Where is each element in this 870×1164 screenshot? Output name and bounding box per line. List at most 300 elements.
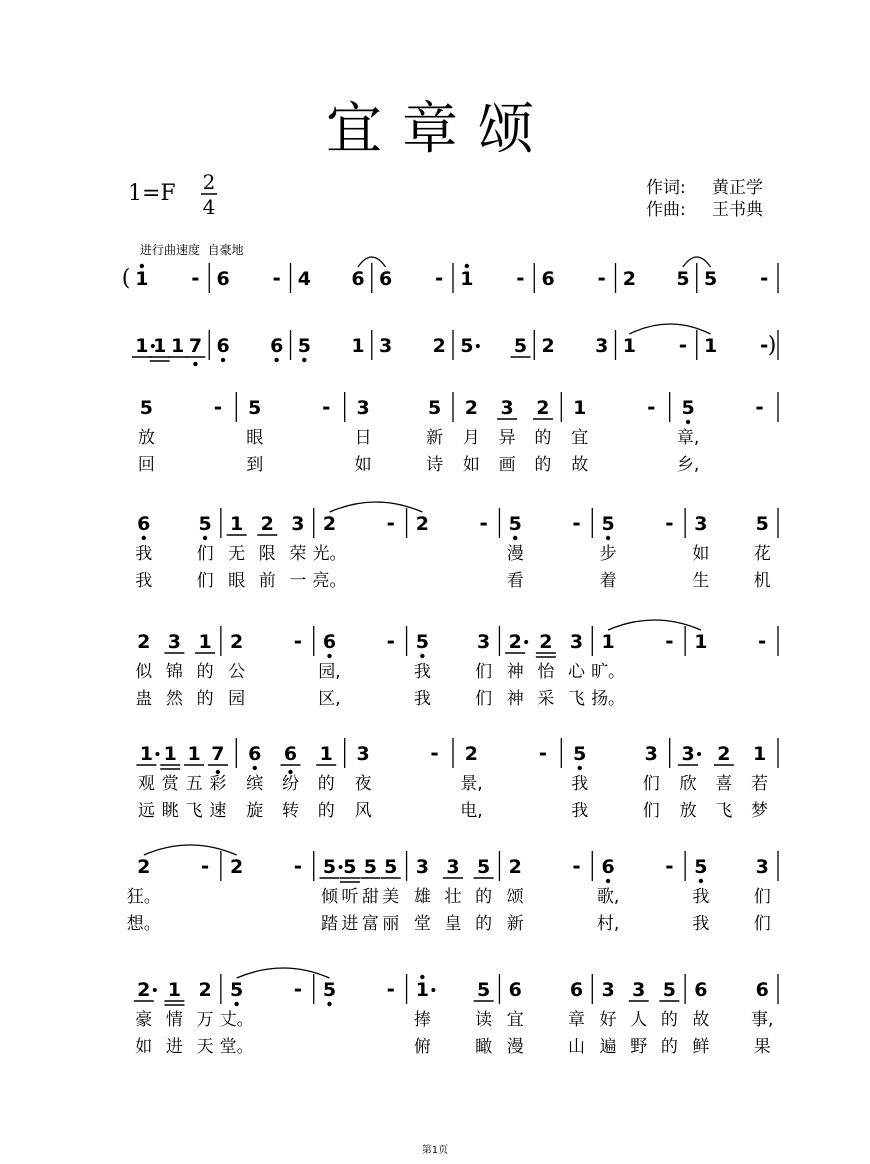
- lyric-verse1: 纷: [282, 774, 299, 794]
- octave-dot-low: [327, 654, 331, 658]
- lyric-verse1: 缤: [246, 774, 264, 794]
- lyric-verse2: 遍: [599, 1037, 617, 1057]
- lyric-verse2: 漫: [506, 1037, 524, 1057]
- lyric-verse2: 的: [660, 1037, 678, 1057]
- lyric-verse2: 速: [209, 801, 227, 821]
- lyric-verse1: 豪: [135, 1010, 153, 1030]
- lyric-verse1: 的: [317, 774, 335, 794]
- dash-note: -: [386, 629, 395, 653]
- opening-parenthesis: (: [121, 266, 131, 291]
- lyric-verse1: 颂: [506, 887, 524, 907]
- lyric-verse1: 锦: [165, 662, 183, 682]
- composer-name: 王书典: [712, 200, 763, 220]
- lyric-verse2: 堂: [413, 914, 431, 934]
- lyric-verse2: 飞: [568, 689, 585, 709]
- lyric-verse1: 喜: [715, 774, 733, 794]
- lyric-verse2: 飞: [185, 801, 203, 821]
- lyric-verse1: 似: [135, 662, 153, 682]
- dash-note: -: [322, 395, 331, 419]
- lyric-verse2: 天: [196, 1037, 214, 1057]
- lyric-verse1: 我: [135, 544, 153, 564]
- lyric-verse1: 的: [196, 662, 214, 682]
- jianpu-note: 2: [415, 513, 429, 535]
- lyric-verse1: 们: [196, 544, 214, 564]
- augmentation-dot: [155, 752, 159, 756]
- tie-arc: [608, 620, 701, 630]
- lyric-verse1: 欣: [679, 774, 697, 794]
- lyric-verse1: 放: [137, 428, 155, 448]
- jianpu-note: 3: [681, 743, 695, 765]
- lyric-verse2: 我: [413, 689, 431, 709]
- lyric-verse2: 如: [135, 1037, 153, 1057]
- lyric-verse1: 故: [692, 1010, 710, 1030]
- octave-dot-low: [420, 654, 424, 658]
- lyric-verse2: 风: [354, 801, 372, 821]
- lyric-verse2: 丽: [382, 914, 400, 934]
- jianpu-note: 2: [464, 743, 479, 765]
- dash-note: -: [665, 511, 674, 535]
- jianpu-note: 3: [500, 397, 514, 419]
- lyric-verse1: 读: [475, 1010, 493, 1030]
- lyric-verse2: 的: [475, 914, 493, 934]
- lyric-verse1: 壮: [444, 887, 462, 907]
- octave-dot-low: [302, 358, 306, 362]
- jianpu-note: 2: [464, 397, 479, 419]
- dash-note: -: [191, 266, 200, 290]
- jianpu-note: 3: [356, 397, 370, 419]
- jianpu-note: 6: [216, 268, 230, 290]
- jianpu-note: 5: [681, 397, 695, 419]
- lyric-verse2: 的: [196, 689, 214, 709]
- jianpu-note: 2: [508, 856, 522, 878]
- tempo-marking: 进行曲速度 自豪地: [140, 243, 244, 257]
- jianpu-note: 4: [297, 268, 311, 290]
- lyric-verse2: 富: [361, 914, 379, 934]
- jianpu-note: 6: [351, 268, 365, 290]
- lyric-verse1: 怡: [537, 662, 555, 682]
- lyric-verse1: 宜: [506, 1010, 524, 1030]
- octave-dot-high: [420, 975, 424, 979]
- jianpu-note: 2: [137, 856, 151, 878]
- lyric-verse2: 蛊: [135, 689, 153, 709]
- lyric-verse1: 若: [751, 774, 769, 794]
- jianpu-note: 5: [198, 513, 212, 535]
- dash-note: -: [293, 629, 303, 653]
- lyric-verse2: 故: [571, 455, 589, 475]
- jianpu-note: 5: [513, 335, 528, 357]
- closing-parenthesis: ): [767, 333, 777, 358]
- jianpu-note: 5: [477, 979, 491, 1001]
- octave-dot-low: [274, 358, 278, 362]
- jianpu-note: 5: [363, 856, 377, 878]
- jianpu-note: 6: [270, 335, 284, 357]
- lyric-verse2: 的: [317, 801, 335, 821]
- jianpu-note: 5: [694, 856, 708, 878]
- lyric-verse1: 步: [599, 544, 617, 564]
- lyric-verse1: 如: [692, 544, 710, 564]
- lyric-verse2: 踏: [321, 914, 338, 934]
- jianpu-note: 2: [198, 979, 212, 1001]
- time-signature-numerator: 2: [202, 170, 216, 194]
- lyric-verse2: 着: [599, 571, 617, 591]
- dash-note: -: [758, 629, 767, 653]
- jianpu-note: 2: [137, 979, 151, 1001]
- dash-note: -: [293, 977, 303, 1001]
- lyric-verse2: 神: [506, 689, 524, 709]
- jianpu-note: 5: [297, 335, 311, 357]
- lyric-verse2: 亮。: [312, 571, 347, 591]
- lyric-verse2: 的: [534, 455, 552, 475]
- jianpu-note: 5: [139, 397, 154, 419]
- lyric-verse2: 我: [135, 571, 153, 591]
- jianpu-note: 1: [139, 743, 154, 765]
- tie-arc: [237, 968, 330, 978]
- lyric-verse1: 们: [642, 774, 660, 794]
- jianpu-note: 5: [676, 268, 690, 290]
- dash-note: -: [755, 395, 764, 419]
- jianpu-note: 3: [446, 856, 460, 878]
- augmentation-dot: [431, 988, 435, 992]
- lyric-verse2: 生: [692, 571, 710, 591]
- lyric-verse1: 事,: [751, 1010, 774, 1030]
- jianpu-note: 1: [198, 631, 212, 653]
- lyric-verse2: 乡,: [676, 455, 700, 475]
- lyric-verse2: 眼: [228, 571, 246, 591]
- jianpu-note: 3: [644, 743, 658, 765]
- jianpu-note: 1: [703, 335, 718, 357]
- jianpu-note: 3: [694, 513, 708, 535]
- jianpu-note: 5: [322, 979, 337, 1001]
- jianpu-note: 1: [135, 335, 149, 357]
- jianpu-note: 1: [351, 335, 365, 357]
- jianpu-note: 1: [601, 631, 615, 653]
- key-signature: 1=F: [128, 181, 176, 206]
- song-title: 宜章颂: [326, 97, 554, 162]
- lyric-verse1: 我: [692, 887, 710, 907]
- lyric-verse1: 宜: [571, 428, 589, 448]
- lyric-verse1: 的: [660, 1010, 678, 1030]
- octave-dot-low: [234, 1002, 238, 1006]
- lyric-verse1: 美: [382, 887, 400, 907]
- jianpu-note: 5: [477, 856, 491, 878]
- jianpu-note: 5: [230, 979, 244, 1001]
- lyric-verse1: 的: [534, 428, 552, 448]
- lyric-verse1: 五: [185, 774, 203, 794]
- jianpu-note: 2: [541, 335, 555, 357]
- jianpu-note: 5: [755, 513, 769, 535]
- augmentation-dot: [524, 640, 528, 644]
- lyric-verse1: 狂。: [126, 887, 161, 907]
- lyric-verse2: 们: [753, 914, 771, 934]
- lyric-verse2: 野: [630, 1037, 648, 1057]
- jianpu-note: 6: [322, 631, 337, 653]
- lyric-verse1: 赏: [161, 774, 179, 794]
- jianpu-note: 3: [167, 631, 182, 653]
- dash-note: -: [665, 854, 674, 878]
- lyric-verse1: 眼: [246, 428, 264, 448]
- jianpu-note: 5: [427, 397, 442, 419]
- dash-note: -: [430, 741, 439, 765]
- lyricist-name: 黄正学: [712, 178, 763, 198]
- lyric-verse1: 荣: [289, 544, 307, 564]
- jianpu-note: 1: [230, 513, 244, 535]
- dash-note: -: [293, 854, 303, 878]
- octave-dot-low: [193, 362, 197, 366]
- jianpu-note: 1: [694, 631, 708, 653]
- jianpu-note: 5: [703, 268, 718, 290]
- lyric-verse2: 山: [568, 1037, 585, 1057]
- composer-label: 作曲:: [646, 200, 686, 220]
- lyric-verse2: 采: [537, 689, 555, 709]
- lyric-verse2: 电,: [460, 801, 483, 821]
- lyric-verse1: 万: [196, 1010, 214, 1030]
- lyric-verse1: 们: [475, 662, 493, 682]
- lyric-verse2: 看: [506, 571, 524, 591]
- lyric-verse2: 诗: [426, 455, 444, 475]
- lyric-verse2: 新: [506, 914, 524, 934]
- tie-arc: [629, 324, 710, 334]
- lyric-verse1: 花: [753, 544, 771, 564]
- lyric-verse2: 如: [462, 455, 480, 475]
- page-footer: 第1页: [421, 1145, 449, 1156]
- dash-note: -: [538, 741, 548, 765]
- lyric-verse2: 放: [679, 801, 697, 821]
- octave-dot-low: [606, 879, 610, 883]
- dash-note: -: [435, 266, 444, 290]
- lyric-verse2: 们: [196, 571, 214, 591]
- jianpu-note: 6: [694, 979, 708, 1001]
- lyric-verse1: 好: [599, 1010, 617, 1030]
- lyric-verse1: 夜: [354, 774, 372, 794]
- jianpu-note: 1: [319, 743, 333, 765]
- octave-dot-low: [142, 536, 146, 540]
- tie-arc: [144, 845, 237, 855]
- lyric-verse1: 人: [630, 1010, 648, 1030]
- jianpu-note: 7: [211, 743, 225, 765]
- lyric-verse1: 异: [498, 428, 516, 448]
- octave-dot-low: [699, 879, 703, 883]
- octave-dot-low: [253, 766, 257, 770]
- time-signature-denominator: 4: [202, 195, 216, 219]
- lyric-verse2: 远: [137, 801, 155, 821]
- jianpu-note: 6: [601, 856, 615, 878]
- dash-note: -: [213, 395, 223, 419]
- jianpu-note: 2: [539, 631, 553, 653]
- dash-note: -: [572, 511, 581, 535]
- lyric-verse1: 光。: [312, 544, 347, 564]
- lyric-verse2: 鲜: [692, 1037, 710, 1057]
- lyric-verse1: 甜: [361, 887, 379, 907]
- jianpu-note: 1: [167, 979, 182, 1001]
- jianpu-note: 1: [153, 335, 167, 357]
- lyric-verse2: 机: [753, 571, 771, 591]
- jianpu-note: 5: [508, 513, 522, 535]
- jianpu-note: 2: [260, 513, 274, 535]
- lyric-verse1: 神: [506, 662, 524, 682]
- lyric-verse1: 日: [354, 428, 372, 448]
- lyric-verse2: 进: [341, 914, 359, 934]
- lyric-verse2: 我: [692, 914, 710, 934]
- jianpu-note: 3: [291, 513, 305, 535]
- lyric-verse2: 皇: [444, 914, 462, 934]
- jianpu-note: 1: [622, 335, 636, 357]
- octave-dot-low: [203, 536, 207, 540]
- lyric-verse1: 丈。: [219, 1010, 254, 1030]
- jianpu-note: 2: [322, 513, 337, 535]
- dash-note: -: [597, 266, 606, 290]
- lyric-verse1: 歌,: [596, 887, 620, 907]
- lyric-verse1: 无: [228, 544, 246, 564]
- dash-note: -: [200, 854, 210, 878]
- lyric-verse2: 回: [137, 455, 155, 475]
- lyric-verse1: 捧: [413, 1010, 431, 1030]
- jianpu-note: 1: [163, 743, 177, 765]
- jianpu-note: 3: [356, 743, 370, 765]
- jianpu-note: 6: [248, 743, 262, 765]
- lyric-verse2: 然: [165, 689, 183, 709]
- augmentation-dot: [339, 865, 343, 869]
- octave-dot-low: [578, 766, 582, 770]
- lyric-verse2: 眺: [161, 801, 179, 821]
- lyric-verse2: 如: [354, 455, 372, 475]
- notation-body: [122, 257, 778, 1057]
- lyric-verse1: 我: [413, 662, 431, 682]
- lyric-verse1: 章: [568, 1010, 585, 1030]
- jianpu-note: 6: [216, 335, 230, 357]
- lyric-verse1: 限: [258, 544, 276, 564]
- jianpu-note: 3: [378, 335, 393, 357]
- jianpu-note: 6: [283, 743, 298, 765]
- lyric-verse2: 画: [498, 455, 516, 475]
- jianpu-note: 6: [755, 979, 769, 1001]
- lyricist-label: 作词:: [646, 178, 686, 198]
- lyric-verse2: 园: [228, 689, 246, 709]
- jianpu-note: 5: [384, 856, 398, 878]
- jianpu-note: 2: [536, 397, 550, 419]
- lyric-verse2: 飞: [715, 801, 733, 821]
- lyric-verse1: 新: [426, 428, 444, 448]
- jianpu-note: 5: [460, 335, 474, 357]
- jianpu-note: 1: [752, 743, 767, 765]
- lyric-verse1: 听: [341, 887, 359, 907]
- lyric-verse2: 前: [258, 571, 276, 591]
- jianpu-note: 6: [508, 979, 522, 1001]
- lyric-verse2: 我: [571, 801, 589, 821]
- jianpu-note: 1: [573, 397, 587, 419]
- lyric-verse2: 进: [165, 1037, 183, 1057]
- octave-dot-high: [465, 264, 469, 268]
- jianpu-note: 2: [230, 631, 244, 653]
- octave-dot-high: [140, 264, 144, 268]
- lyric-verse1: 心: [568, 662, 585, 682]
- jianpu-note: 5: [248, 397, 262, 419]
- jianpu-note: 6: [541, 268, 555, 290]
- jianpu-note: 1: [415, 979, 429, 1001]
- lyric-verse2: 俯: [413, 1037, 431, 1057]
- lyric-verse1: 园,: [318, 662, 341, 682]
- octave-dot-low: [606, 536, 610, 540]
- dash-note: -: [760, 333, 769, 357]
- lyric-verse2: 一: [289, 571, 307, 591]
- jianpu-note: 1: [460, 268, 474, 290]
- dash-note: -: [386, 511, 395, 535]
- lyric-verse1: 雄: [413, 887, 431, 907]
- lyric-verse2: 瞰: [475, 1037, 493, 1057]
- jianpu-note: 2: [717, 743, 731, 765]
- lyric-verse1: 公: [228, 662, 246, 682]
- lyric-verse2: 们: [642, 801, 660, 821]
- lyric-verse2: 村,: [596, 914, 620, 934]
- lyric-verse1: 漫: [506, 544, 524, 564]
- lyric-verse2: 果: [753, 1037, 771, 1057]
- jianpu-note: 1: [135, 268, 149, 290]
- dash-note: -: [516, 266, 525, 290]
- octave-dot-low: [327, 1002, 331, 1006]
- jianpu-note: 2: [622, 268, 636, 290]
- lyric-verse1: 章,: [676, 428, 700, 448]
- dash-note: -: [760, 266, 769, 290]
- tie-arc: [330, 502, 423, 512]
- jianpu-note: 2: [508, 631, 522, 653]
- jianpu-note: 3: [477, 631, 491, 653]
- jianpu-note: 7: [188, 335, 203, 357]
- lyric-verse1: 的: [475, 887, 493, 907]
- jianpu-note: 3: [595, 335, 609, 357]
- jianpu-note: 5: [601, 513, 615, 535]
- lyric-verse1: 们: [753, 887, 771, 907]
- jianpu-note: 6: [569, 979, 584, 1001]
- lyric-verse2: 旋: [246, 801, 264, 821]
- jianpu-note: 5: [322, 856, 337, 878]
- lyric-verse1: 情: [165, 1010, 183, 1030]
- jianpu-note: 6: [378, 268, 393, 290]
- octave-dot-low: [686, 420, 690, 424]
- dash-note: -: [665, 629, 674, 653]
- jianpu-note: 3: [415, 856, 429, 878]
- jianpu-note: 5: [415, 631, 429, 653]
- lyric-verse1: 倾: [321, 887, 338, 907]
- dash-note: -: [272, 266, 281, 290]
- lyric-verse2: 堂。: [219, 1037, 254, 1057]
- dash-note: -: [386, 977, 395, 1001]
- lyric-verse1: 我: [571, 774, 589, 794]
- lyric-verse2: 扬。: [591, 689, 626, 709]
- augmentation-dot: [697, 752, 701, 756]
- lyric-verse1: 月: [462, 428, 480, 448]
- jianpu-note: 1: [187, 743, 201, 765]
- lyric-verse1: 旷。: [591, 662, 626, 682]
- jianpu-note: 1: [170, 335, 185, 357]
- lyric-verse2: 梦: [751, 801, 769, 821]
- dash-note: -: [678, 333, 688, 357]
- augmentation-dot: [476, 344, 480, 348]
- jianpu-note: 2: [432, 335, 446, 357]
- jianpu-note: 3: [632, 979, 646, 1001]
- jianpu-note: 3: [569, 631, 584, 653]
- lyric-verse1: 景,: [460, 774, 483, 794]
- jianpu-note: 2: [230, 856, 244, 878]
- jianpu-note: 5: [343, 856, 357, 878]
- octave-dot-low: [513, 536, 517, 540]
- augmentation-dot: [153, 988, 157, 992]
- lyric-verse2: 到: [246, 455, 264, 475]
- octave-dot-low: [221, 358, 225, 362]
- jianpu-note: 3: [601, 979, 615, 1001]
- lyric-verse2: 转: [282, 801, 299, 821]
- lyric-verse2: 想。: [126, 914, 161, 934]
- lyric-verse1: 彩: [209, 774, 227, 794]
- jianpu-note: 6: [137, 513, 151, 535]
